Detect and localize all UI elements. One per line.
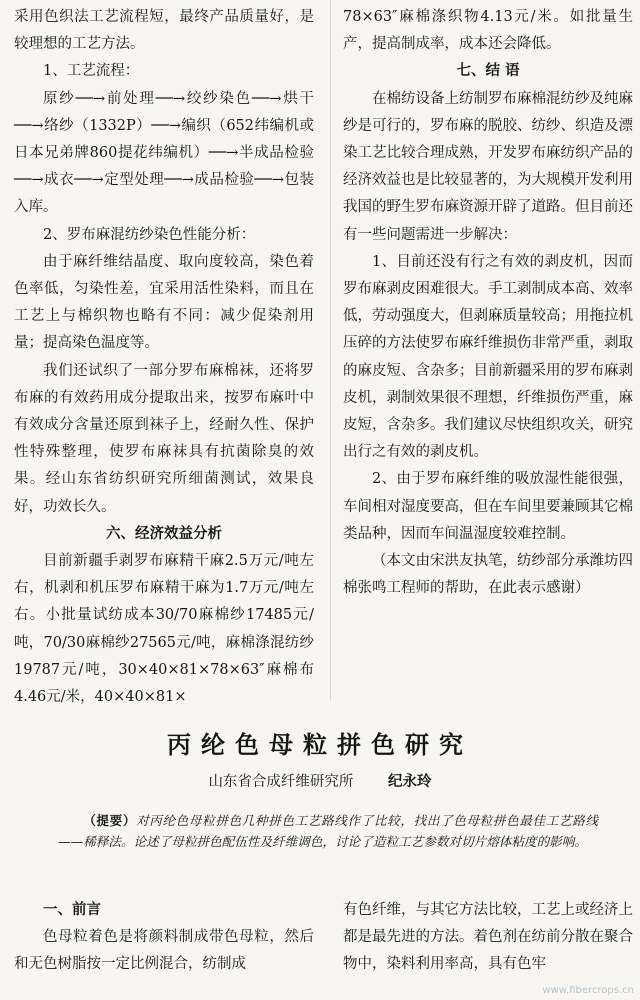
section-heading: 七、结 语 [456,63,520,80]
column-divider [330,0,331,700]
acknowledgement: （本文由宋洪友执笔，纺纱部分承潍坊四棉张鸣工程师的帮助，在此表示感谢） [343,553,633,597]
author-name: 纪永玲 [388,774,432,790]
abstract-text: 对丙纶色母粒拼色几种拼色工艺路线作了比较，找出了色母粒拼色最佳工艺路线——稀释法。论述了母粒拼色配伍性及纤维调色，讨论了造粒工艺参数对切片熔体粘度的影响。 [58,813,599,849]
bottom-right-column [343,897,633,979]
paragraph: 由于麻纤维结晶度、取向度较高，染色着色率低，匀染性差，宜采用活性染料，而且在工艺上与棉织物也略有不同：减少促染剂用量；提高染色温度等。 [14,253,314,352]
section-heading: 六、经济效益分析 [106,525,222,542]
subsection-heading: 2、罗布麻混纺纱染色性能分析： [43,226,256,243]
paragraph: 目前新疆手剥罗布麻精干麻2.5万元/吨左右，机剥和机压罗布麻精干麻为1.7万元/吨左右。小批量试纺成本30/70麻棉纱17485元/吨，70/30麻棉纱27565元/吨，麻棉涤混纺纱19787元/吨，30×40×81×78×63″麻棉布4.46元/米，40×40×81× [14,553,314,706]
paragraph: 在棉纺设备上纺制罗布麻棉混纺纱及纯麻纱是可行的，罗布麻的脱胶、纺纱、织造及漂染工艺比较合理成熟，开发罗布麻纺织产品的经济效益也是比较显著的，为大规模开发利用我国的野生罗布麻资源开辟了道路。但目前还有一些问题需进一步解决： [343,90,633,243]
paragraph: 色母粒着色是将颜料制成带色母粒，然后和无色树脂按一定比例混合，纺制成 [14,929,314,973]
paragraph: 78×63″麻棉涤织物4.13元/米。如批量生产，提高制成率，成本还会降低。 [343,9,633,53]
section-heading: 一、前言 [43,902,101,918]
abstract-label: （提要） [83,813,137,828]
byline [0,770,640,791]
watermark: www.fibercrops.cn [542,985,634,996]
institution: 山东省合成纤维研究所 [208,774,354,790]
abstract [58,810,598,852]
bottom-left-column [14,897,314,979]
paragraph: 2、由于罗布麻纤维的吸放湿性能很强，车间相对湿度要高，但在车间里要兼顾其它棉类品种，因而车间温湿度较难控制。 [343,471,633,542]
process-flow: 原纱──→前处理──→绞纱染色──→烘干──→络纱（1332P）──→编织（652纬编机或日本兄弟牌860提花纬编机）──→半成品检验──→成衣──→定型处理──→成品检验──→包装入库。 [14,90,314,216]
paragraph: 我们还试织了一部分罗布麻棉袜，还将罗布麻的有效药用成分提取出来，按罗布麻叶中有效成分含量还原到袜子上，经耐久性、保护性特殊整理，使罗布麻袜具有抗菌除臭的效果。经山东省纺织研究所细菌测试，效果良好，功效长久。 [14,362,314,515]
paragraph: 1、目前还没有行之有效的剥皮机，因而罗布麻剥皮困难很大。手工剥制成本高、效率低，劳动强度大，但剥麻质量较高；用拖拉机压碎的方法使罗布麻纤维损伤非常严重，剥取的麻皮短、含杂多；目前新疆采用的罗布麻剥皮机，剥制效果很不理想，纤维损伤严重，麻皮短，含杂多。我们建议尽快组织攻关，研究出行之有效的剥皮机。 [343,253,633,461]
article-title: 丙纶色母粒拼色研究 [167,731,473,759]
paragraph: 有色纤维，与其它方法比较，工艺上或经济上都是最先进的方法。着色剂在纺前分散在聚合物中，染料利用率高，具有色牢 [343,902,633,973]
right-column [343,4,633,602]
left-column [14,4,314,711]
paragraph: 采用色织法工艺流程短，最终产品质量好，是较理想的工艺方法。 [14,9,314,53]
subsection-heading: 1、工艺流程： [43,63,140,80]
